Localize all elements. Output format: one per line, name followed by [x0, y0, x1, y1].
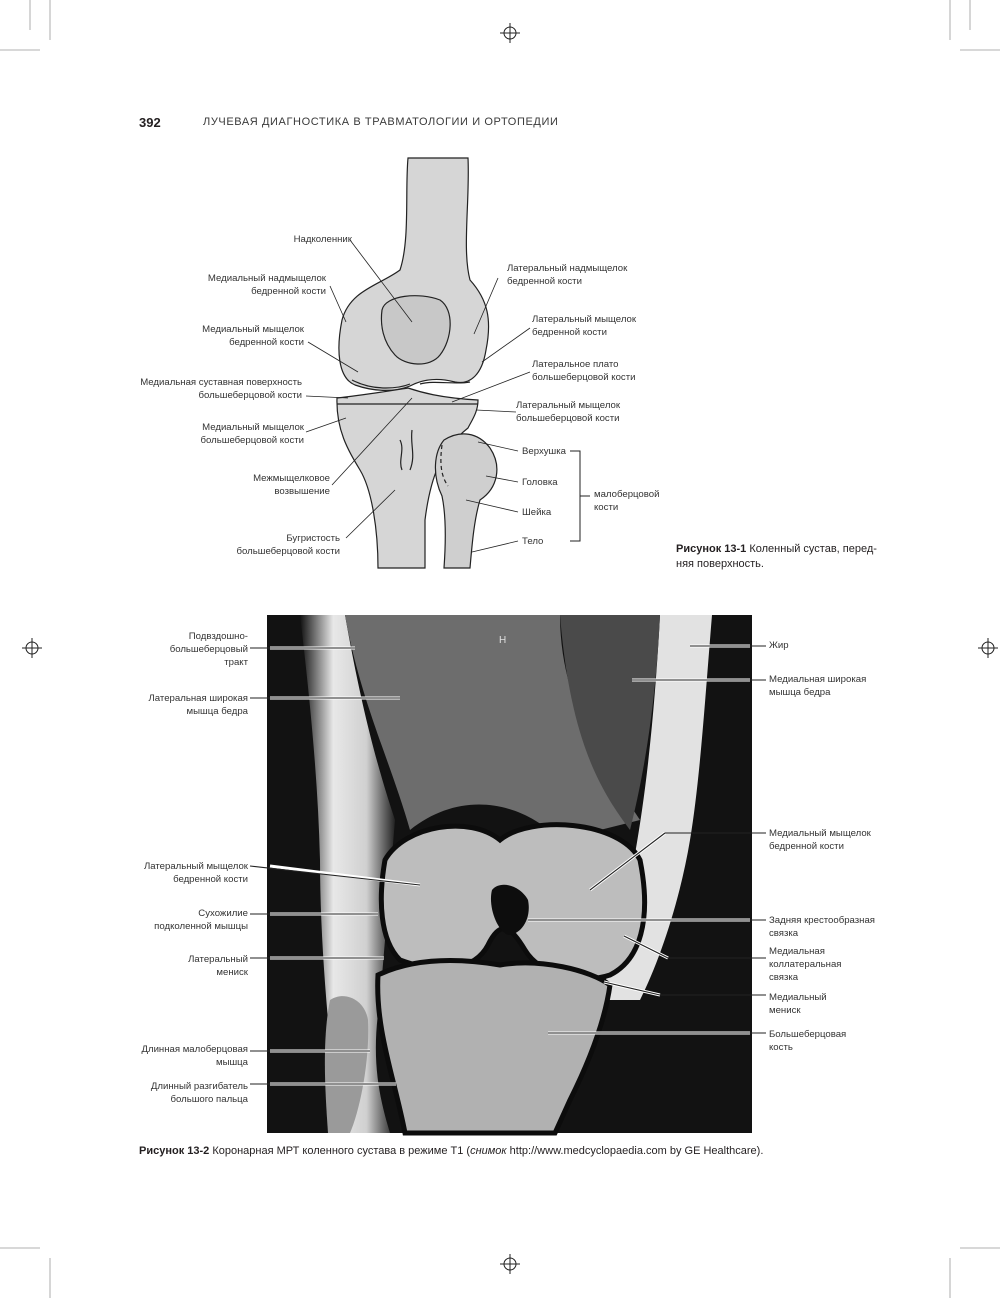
label-posterior-cruciate-ligament: Задняя крестообразная связка	[769, 915, 875, 939]
label-peroneus-longus: Длинная малоберцовая мышца	[141, 1044, 248, 1068]
label-vastus-medialis: Медиальная широкая мышца бедра	[769, 674, 867, 698]
label-medial-condyle-tibia: Медиальный мыщелок большеберцовой кости	[200, 422, 304, 446]
label-fibula-neck: Шейка	[522, 507, 552, 518]
figure1-caption-text: Коленный сустав, перед- няя поверхность.	[676, 543, 877, 570]
label-iliotibial-tract: Подвздошно- большеберцовый тракт	[169, 631, 248, 668]
label-tibia: Большеберцовая кость	[769, 1029, 847, 1053]
label-lateral-condyle-tibia: Латеральный мыщелок большеберцовой кости	[516, 400, 621, 424]
label-extensor-hallucis-longus: Длинный разгибатель большого пальца	[150, 1081, 248, 1105]
label-popliteus-tendon: Сухожилие подколенной мышцы	[154, 908, 248, 932]
label-fibula-head: Головка	[522, 477, 558, 488]
label-lateral-epicondyle-femur: Латеральный надмыщелок бедренной кости	[507, 263, 628, 287]
label-patella: Надколенник	[293, 234, 352, 245]
label-fibula-apex: Верхушка	[522, 446, 566, 457]
figure2-caption-number: Рисунок 13-2	[139, 1145, 210, 1157]
label-intercondylar-eminence: Межмыщелковое возвышение	[253, 473, 330, 497]
label-medial-condyle-femur: Медиальный мыщелок бедренной кости	[202, 324, 304, 348]
label-medial-collateral-ligament: Медиальная коллатеральная связка	[769, 946, 842, 983]
mri-marker: Н	[499, 635, 507, 646]
label-lateral-condyle-femur: Латеральный мыщелок бедренной кости	[532, 314, 637, 338]
label-medial-epicondyle-femur: Медиальный надмыщелок бедренной кости	[207, 273, 326, 297]
figure2-caption	[139, 1144, 959, 1159]
figure1-caption-number: Рисунок 13-1	[676, 543, 747, 555]
figure2-caption-tail: http://www.medcyclopaedia.com by GE Healthcare).	[506, 1145, 764, 1157]
figure1-caption	[676, 542, 886, 572]
label-medial-articular-surface-tibia: Медиальная суставная поверхность большеберцовой кости	[140, 377, 302, 401]
label-tibial-tuberosity: Бугристость большеберцовой кости	[236, 533, 340, 557]
figure2-caption-text: Коронарная МРТ коленного сустава в режиме Т1 (	[212, 1145, 471, 1157]
label-fibula-body: Тело	[522, 536, 544, 547]
label-lateral-meniscus: Латеральный мениск	[188, 954, 248, 978]
label-fibula-group: малоберцовой кости	[594, 489, 660, 513]
label-lateral-plateau-tibia: Латеральное плато большеберцовой кости	[532, 359, 636, 383]
running-title: ЛУЧЕВАЯ ДИАГНОСТИКА В ТРАВМАТОЛОГИИ И ОРТОПЕДИИ	[203, 116, 559, 128]
label-lateral-condyle-femur-mri: Латеральный мыщелок бедренной кости	[143, 861, 248, 885]
label-fat: Жир	[769, 640, 789, 651]
page-number: 392	[139, 115, 161, 130]
figure2-caption-italic: снимок	[470, 1145, 507, 1157]
label-medial-condyle-femur-mri: Медиальный мыщелок бедренной кости	[769, 828, 871, 852]
label-vastus-lateralis: Латеральная широкая мышца бедра	[148, 693, 248, 717]
label-medial-meniscus: Медиальный мениск	[769, 992, 827, 1016]
